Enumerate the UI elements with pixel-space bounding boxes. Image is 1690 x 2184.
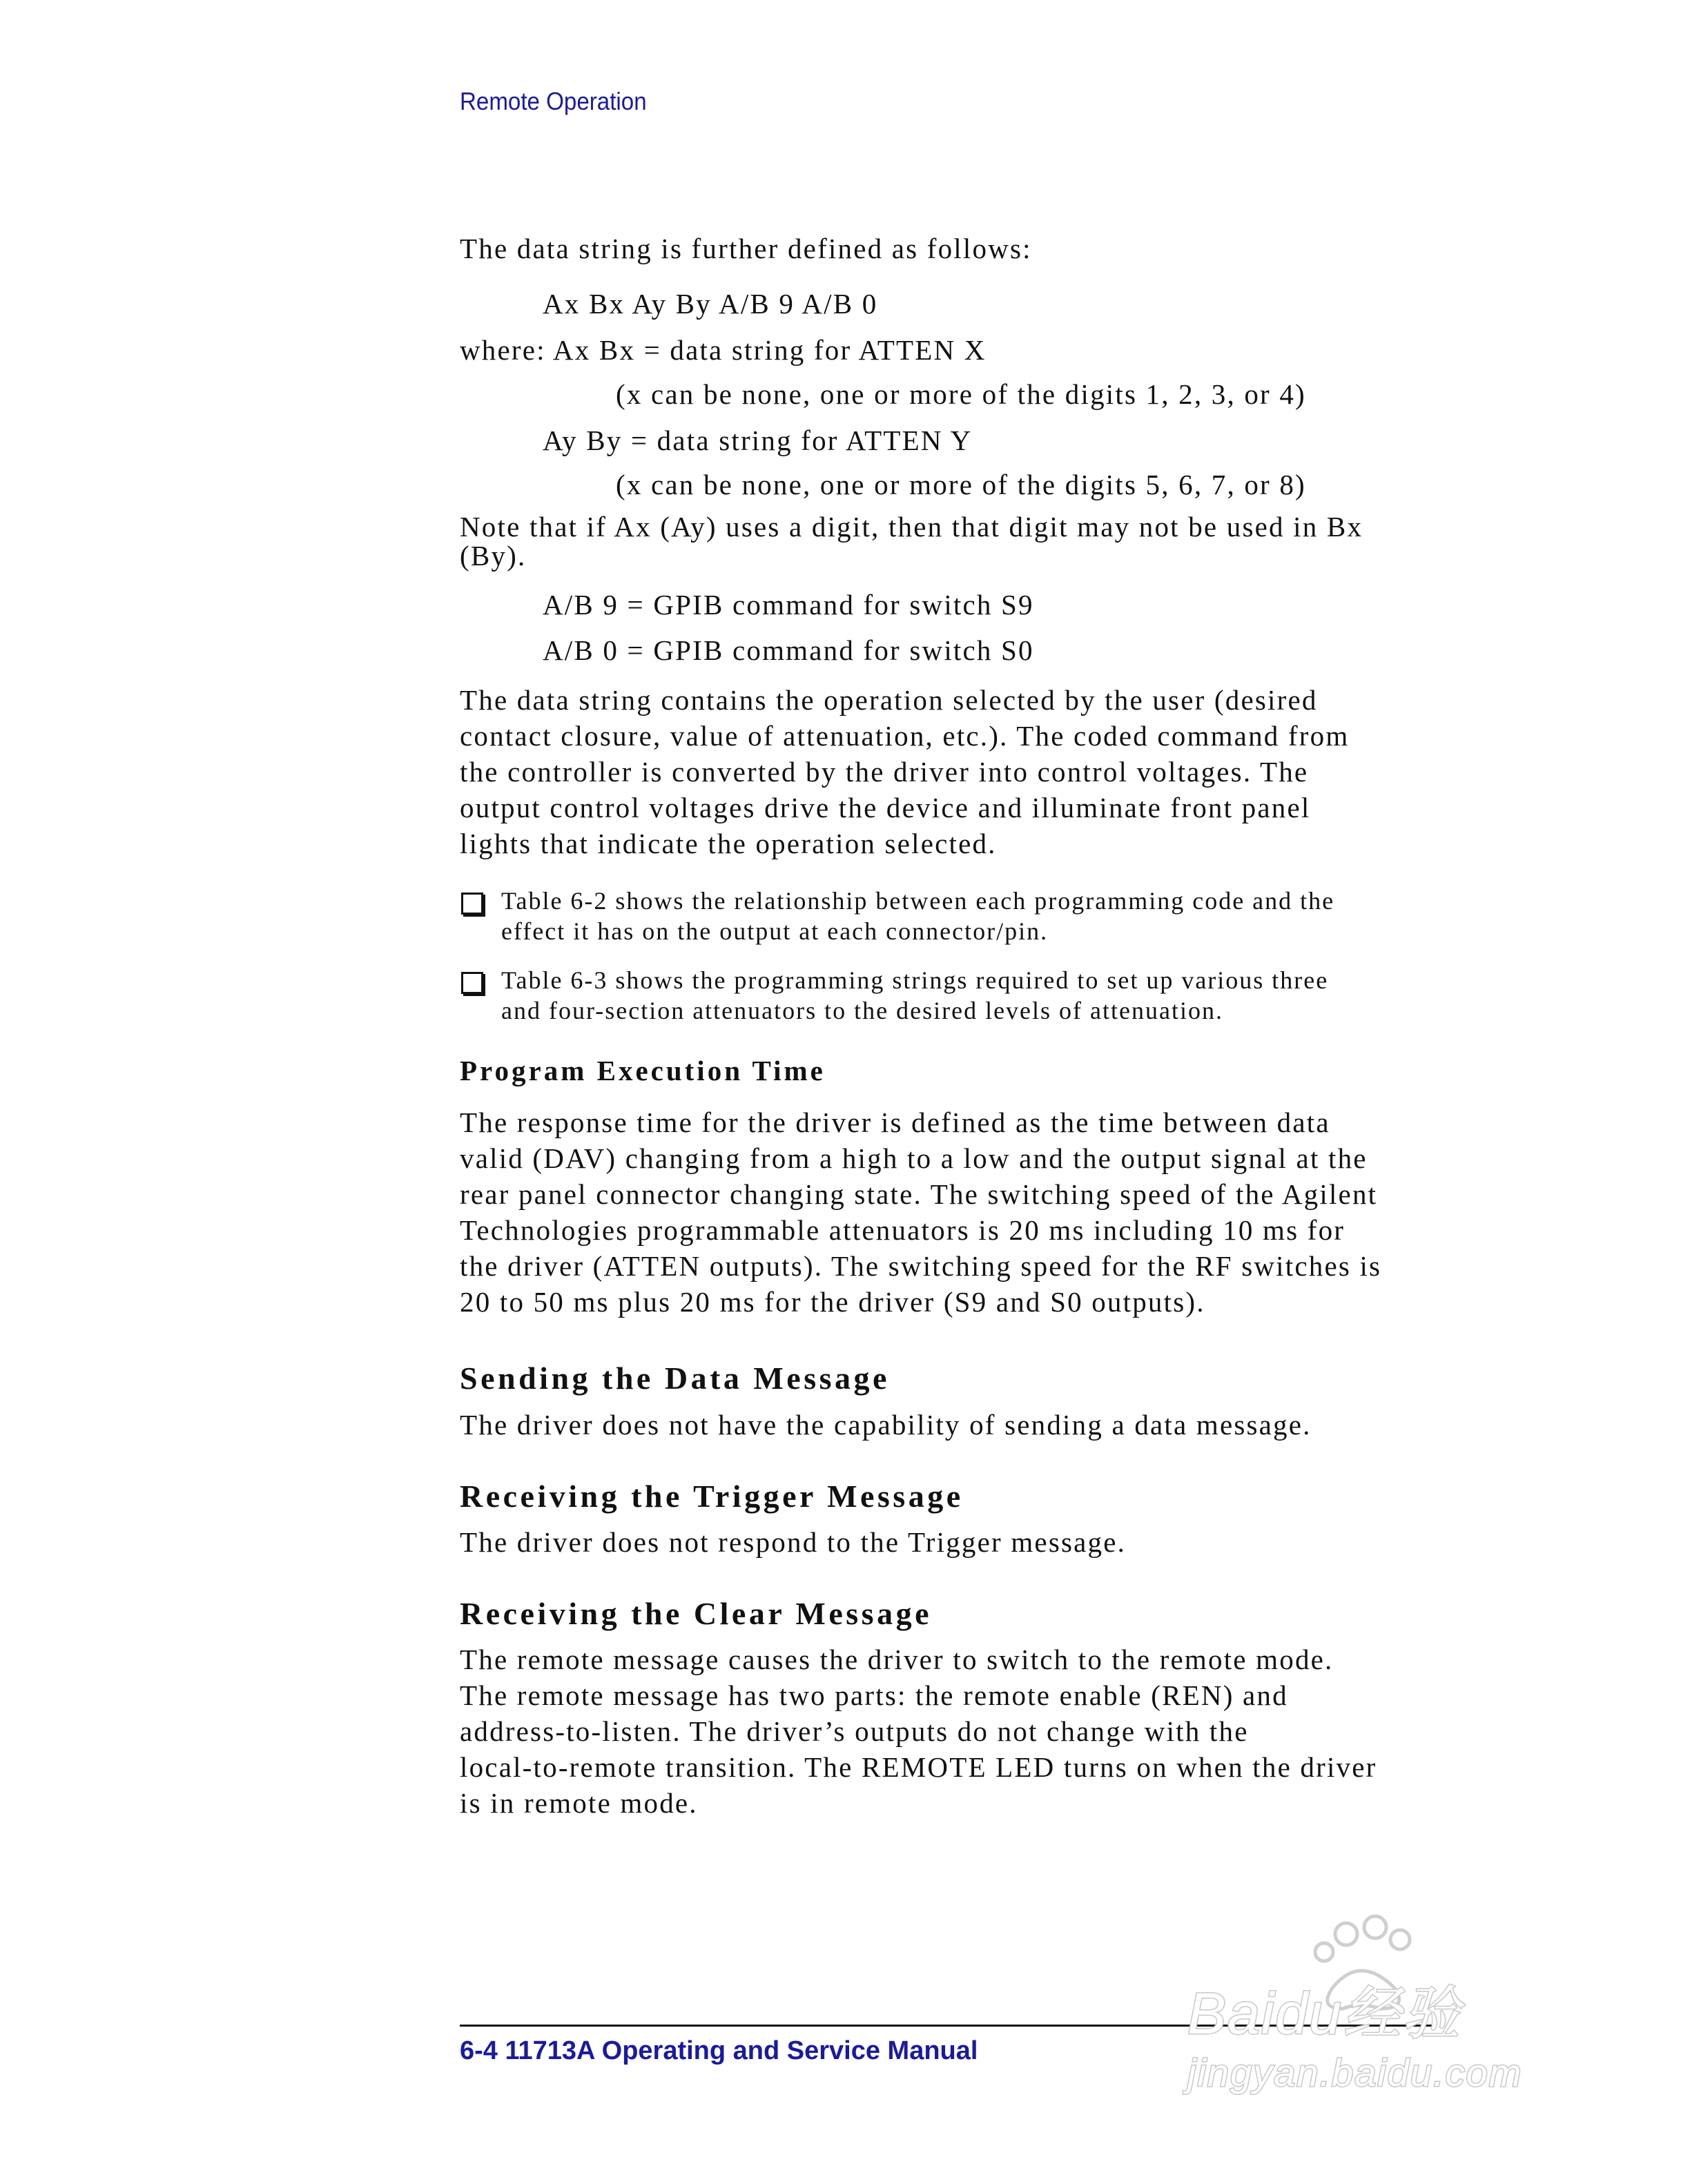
bullet-table-6-2: Table 6-2 shows the relationship between each programming code and the effect it has on the output at each connector/pin. [501, 887, 1335, 945]
watermark-brand: Baidu经验 [1187, 1981, 1461, 2046]
execution-time-paragraph: The response time for the driver is defined as the time between data valid (DAV) changing from a high to a low and the output signal at the rear panel connector changing state. The switching speed of the Agilent Technologies programmable attenuators is 20 ms including 10 ms for the driver (ATTEN outputs). The switching speed for the RF switches is 20 to 50 ms plus 20 ms for the driver (S9 and S0 outputs). [460, 1106, 1382, 1318]
clear-message-paragraph: The remote message causes the driver to switch to the remote mode. The remote message has two parts: the remote enable (REN) and address-to-listen. The driver’s outputs do not change with the local-to-remote transition. The REMOTE LED turns on when the driver is in remote mode. [460, 1644, 1377, 1819]
trigger-paragraph: The driver does not respond to the Trigger message. [460, 1526, 1127, 1558]
x-digits-note: (x can be none, one or more of the digits 1, 2, 3, or 4) [616, 378, 1306, 410]
ay-by-line: Ay By = data string for ATTEN Y [543, 425, 973, 456]
data-string-format: Ax Bx Ay By A/B 9 A/B 0 [543, 288, 878, 320]
watermark-url: jingyan.baidu.com [1187, 2051, 1523, 2094]
ab0-definition: A/B 0 = GPIB command for switch S0 [543, 634, 1034, 666]
heading-sending-data-message: Sending the Data Message [460, 1361, 890, 1396]
heading-program-execution-time: Program Execution Time [460, 1055, 826, 1086]
checkbox-bullet-icon [461, 893, 483, 915]
bullet-table-6-3: Table 6-3 shows the programming strings required to set up various three and four-section attenuators to the desired levels of attenuation. [501, 966, 1329, 1024]
ab9-definition: A/B 9 = GPIB command for switch S9 [543, 589, 1034, 621]
heading-receiving-clear-message: Receiving the Clear Message [460, 1596, 932, 1631]
page-footer: 6-4 11713A Operating and Service Manual [460, 2036, 978, 2065]
sending-data-paragraph: The driver does not have the capability of sending a data message. [460, 1409, 1312, 1441]
intro-text: The data string is further defined as follows: [460, 233, 1032, 264]
y-digits-note: (x can be none, one or more of the digits 5, 6, 7, or 8) [616, 469, 1306, 500]
running-header: Remote Operation [460, 87, 647, 115]
baidu-watermark [1174, 1912, 1588, 2112]
checkbox-bullet-icon [461, 972, 483, 994]
digit-usage-note: Note that if Ax (Ay) uses a digit, then that digit may not be used in Bx (By). [460, 511, 1363, 572]
heading-receiving-trigger-message: Receiving the Trigger Message [460, 1479, 964, 1514]
data-string-paragraph: The data string contains the operation selected by the user (desired contact closure, value of attenuation, etc.). The coded command from the controller is converted by the driver into control voltages. The output control voltages drive the device and illuminate front panel lights that indicate the operation selected. [460, 684, 1350, 859]
where-line: where: Ax Bx = data string for ATTEN X [460, 334, 987, 366]
